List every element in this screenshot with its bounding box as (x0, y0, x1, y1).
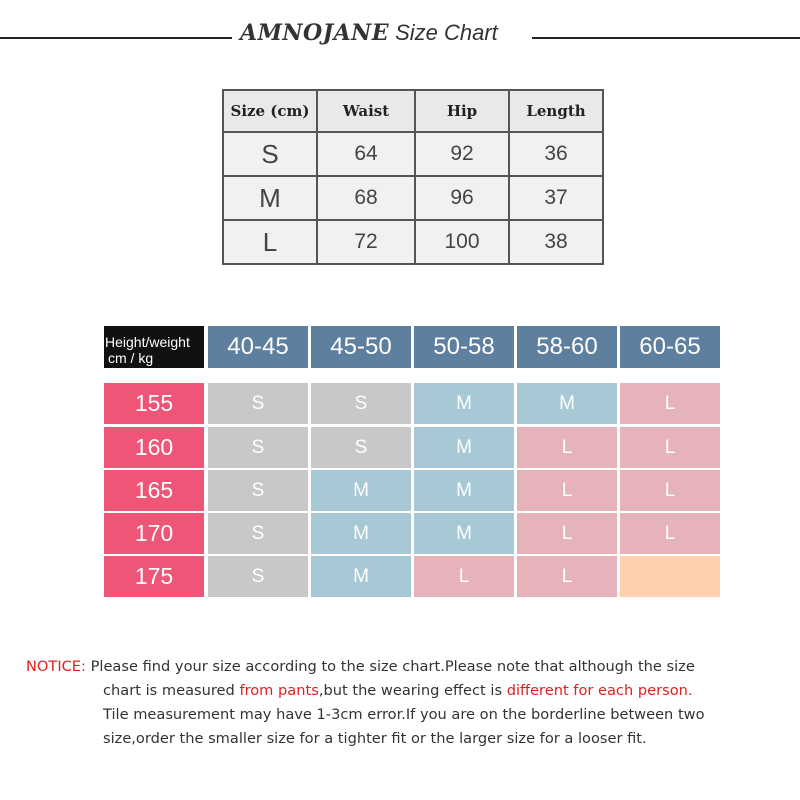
size-recommendation-cell: L (517, 470, 617, 511)
size-recommendation-cell: M (311, 556, 411, 597)
notice-highlight-effect: different for each person. (506, 682, 693, 699)
notice-text-2c: ,but the wearing effect is (318, 682, 507, 699)
size-recommendation-cell: L (517, 513, 617, 554)
height-label: 175 (104, 556, 204, 597)
size-recommendation-cell: L (620, 383, 720, 424)
measurement-row (223, 132, 603, 176)
weight-header: 45-50 (311, 326, 411, 368)
corner-label-line1: Height/weight (105, 334, 190, 350)
size-recommendation-cell: S (208, 427, 308, 468)
corner-label-line2: cm / kg (108, 350, 154, 366)
waist-cell: 72 (317, 220, 415, 264)
size-recommendation-cell: L (517, 427, 617, 468)
measurement-row (223, 220, 603, 264)
size-recommendation-cell: M (414, 513, 514, 554)
waist-cell: 64 (317, 132, 415, 176)
size-recommendation-cell: M (311, 513, 411, 554)
size-cell: S (223, 132, 317, 176)
height-label: 160 (104, 427, 204, 468)
col-header-size: Size (cm) (223, 90, 317, 132)
size-recommendation-cell: L (620, 470, 720, 511)
weight-header: 60-65 (620, 326, 720, 368)
height-label: 170 (104, 513, 204, 554)
size-recommendation-cell: M (414, 383, 514, 424)
weight-header: 58-60 (517, 326, 617, 368)
notice-line-1 (26, 655, 766, 679)
hip-cell: 96 (415, 176, 509, 220)
weight-header: 40-45 (208, 326, 308, 368)
size-recommendation-cell: L (620, 513, 720, 554)
notice-label: NOTICE: (26, 658, 86, 675)
notice-text-2a: chart is measured (103, 682, 240, 699)
grid-corner-label (104, 326, 204, 368)
col-header-length: Length (509, 90, 603, 132)
size-recommendation-cell: S (208, 556, 308, 597)
size-recommendation-cell: S (208, 513, 308, 554)
header-rule-right (532, 37, 800, 39)
hip-cell: 100 (415, 220, 509, 264)
size-recommendation-cell: M (311, 470, 411, 511)
header-rule-left (0, 37, 232, 39)
size-recommendation-cell (620, 556, 720, 597)
size-recommendation-cell: S (311, 427, 411, 468)
size-cell: L (223, 220, 317, 264)
brand-name: AMNOJANE (240, 20, 390, 46)
waist-cell: 68 (317, 176, 415, 220)
size-recommendation-cell: M (414, 470, 514, 511)
chart-title (240, 20, 524, 46)
notice-block (26, 655, 766, 751)
length-cell: 37 (509, 176, 603, 220)
size-recommendation-cell: S (208, 383, 308, 424)
height-label: 165 (104, 470, 204, 511)
notice-text-1: Please find your size according to the size chart.Please note that although the size (90, 658, 695, 675)
notice-line-4: size,order the smaller size for a tighter fit or the larger size for a looser fit. (103, 730, 647, 747)
size-recommendation-cell: S (208, 470, 308, 511)
size-recommendation-cell: L (414, 556, 514, 597)
col-header-hip: Hip (415, 90, 509, 132)
notice-highlight-pants: from pants (239, 682, 319, 699)
notice-line-3: Tile measurement may have 1-3cm error.If you are on the borderline between two (103, 706, 705, 723)
size-recommendation-cell: M (414, 427, 514, 468)
size-recommendation-cell: S (311, 383, 411, 424)
title-suffix: Size Chart (395, 20, 498, 45)
notice-line-2 (26, 679, 766, 703)
size-recommendation-cell: L (517, 556, 617, 597)
length-cell: 38 (509, 220, 603, 264)
weight-header: 50-58 (414, 326, 514, 368)
height-label: 155 (104, 383, 204, 424)
measurement-header-row (223, 90, 603, 132)
size-recommendation-cell: L (620, 427, 720, 468)
height-weight-grid (104, 326, 720, 598)
col-header-waist: Waist (317, 90, 415, 132)
measurement-table (222, 89, 604, 265)
chart-header (0, 18, 800, 58)
size-recommendation-cell: M (517, 383, 617, 424)
measurement-row (223, 176, 603, 220)
hip-cell: 92 (415, 132, 509, 176)
size-cell: M (223, 176, 317, 220)
length-cell: 36 (509, 132, 603, 176)
